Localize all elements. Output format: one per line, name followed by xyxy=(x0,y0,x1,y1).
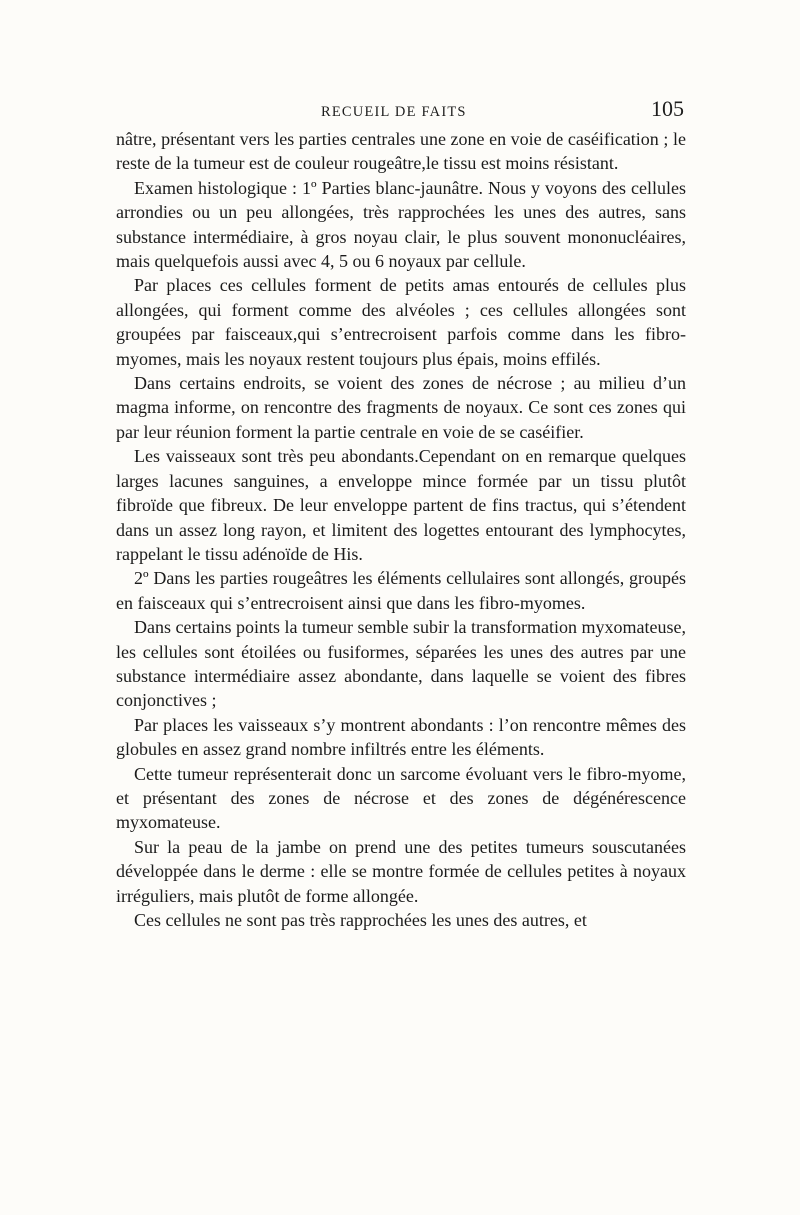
paragraph-parties-rougeatres: 2º Dans les parties rougeâtres les éléments cellulaires sont allongés, groupés en faisceaux qui s’entrecroisent ainsi que dans les fibro-myomes. xyxy=(116,568,686,613)
paragraph-conclusion-sarcome: Cette tumeur représenterait donc un sarcome évoluant vers le fibro-myome, et présentant des zones de nécrose et des zones de dégénérescence myxomateuse. xyxy=(116,763,686,833)
page-number: 105 xyxy=(651,96,684,121)
paragraph-cellules-rapprochees: Ces cellules ne sont pas très rapprochées les unes des autres, et xyxy=(134,910,587,930)
paragraph-par-places-cellules: Par places ces cellules forment de petits amas entourés de cellules plus allongées, qui forment comme des alvéoles ; ces cellules allongées sont groupées par faisceaux,qui s’entrecroisent parfois comme dans les fibro-myomes, mais les noyaux restent toujours plus épais, moins effilés. xyxy=(116,275,686,369)
paragraph-vaisseaux: Les vaisseaux sont très peu abondants.Cependant on en remarque quelques larges lacunes sanguines, a enveloppe mince formée par un tissu plutôt fibroïde que fibreux. De leur enveloppe partent de fins tractus, qui s’étendent dans un assez long rayon, et limitent des logettes entourant des lymphocytes, rappelant le tissu adénoïde de His. xyxy=(116,446,686,564)
running-head: RECUEIL DE FAITS xyxy=(321,104,467,120)
page-header xyxy=(116,96,686,126)
paragraph-peau-jambe: Sur la peau de la jambe on prend une des petites tumeurs souscutanées développée dans le derme : elle se montre formée de cellules petites à noyaux irréguliers, mais plutôt de forme allongée. xyxy=(116,836,686,906)
paragraph-vaisseaux-abondants: Par places les vaisseaux s’y montrent abondants : l’on rencontre mêmes des globules en assez grand nombre infiltrés entre les éléments. xyxy=(116,714,686,760)
body-text xyxy=(116,127,686,932)
paragraph-examen-histologique: Examen histologique : 1º Parties blanc-jaunâtre. Nous y voyons des cellules arrondies ou un peu allongées, très rapprochées les unes des autres, sans substance intermédiaire, à gros noyau clair, le plus souvent mononucléaires, mais quelquefois aussi avec 4, 5 ou 6 noyaux par cellule. xyxy=(116,177,686,272)
paragraph-transformation-myxomateuse: Dans certains points la tumeur semble subir la transformation myxomateuse, les cellules sont étoilées ou fusiformes, séparées les unes des autres par une substance intermédiaire assez abondante, dans laquelle se voient des fibres conjonctives ; xyxy=(116,617,686,711)
paragraph-zones-necrose: Dans certains endroits, se voient des zones de nécrose ; au milieu d’un magma informe, on rencontre des fragments de noyaux. Ce sont ces zones qui par leur réunion forment la partie centrale en voie de se caséifier. xyxy=(116,373,686,442)
paragraph-continued: nâtre, présentant vers les parties centrales une zone en voie de caséification ; le reste de la tumeur est de couleur rougeâtre,le tissu est moins résistant. xyxy=(116,129,686,174)
